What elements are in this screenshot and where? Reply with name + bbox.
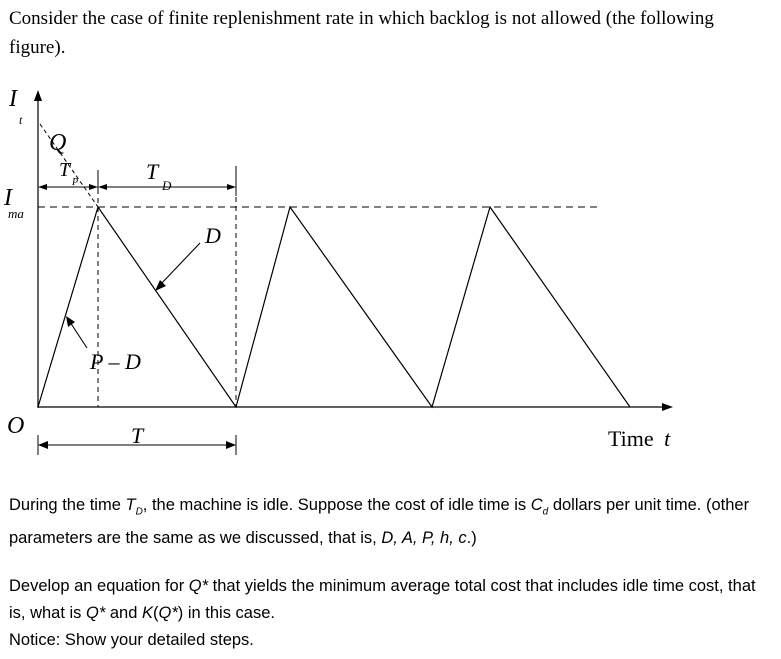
para1-text-4: .)	[466, 529, 477, 548]
td-arrow-left	[98, 184, 107, 190]
k-symbol: K	[142, 604, 154, 622]
pd-pointer-line	[70, 322, 87, 348]
label-origin: O	[7, 413, 25, 439]
label-td: T	[146, 159, 159, 184]
para2-text-5: ) in this case.	[177, 604, 275, 622]
label-tp: T	[59, 159, 71, 181]
label-d: D	[205, 223, 221, 248]
label-time	[608, 426, 671, 451]
label-t: T	[131, 423, 144, 448]
inventory-curve	[38, 207, 630, 407]
label-p-minus-d: P – D	[90, 349, 141, 374]
para1-text-2: , the machine is idle. Suppose the cost of idle time is	[142, 496, 531, 514]
label-td-sub: D	[162, 178, 172, 193]
tp-arrow-left	[38, 184, 47, 190]
x-axis-arrowhead	[662, 403, 673, 411]
y-axis-arrowhead	[34, 90, 42, 101]
para2-text-4: (	[153, 604, 159, 622]
cd-symbol-sub: d	[542, 506, 549, 518]
paragraph-idle-time	[9, 492, 771, 552]
pd-pointer-arrowhead	[66, 316, 75, 327]
cd-symbol: C	[530, 496, 543, 514]
label-q: Q	[49, 130, 67, 156]
d-pointer-arrowhead	[155, 280, 166, 291]
q-star-3: Q*	[158, 604, 178, 622]
para1-text-1: During the time	[9, 496, 126, 514]
q-star-1: Q*	[188, 577, 209, 595]
tp-arrow-right	[89, 184, 98, 190]
td-symbol-sub: D	[135, 506, 143, 518]
para2-text-1: Develop an equation for	[9, 577, 189, 595]
label-tp-sub: P	[72, 177, 79, 188]
d-pointer-line	[160, 243, 200, 285]
label-imax: I	[4, 185, 12, 211]
y-axis-label: I	[9, 86, 17, 112]
para2-text-2: that yields the minimum average total cost that includes idle time cost, that is, what is	[9, 577, 756, 622]
paragraph-question	[9, 573, 771, 654]
t-arrow-left	[38, 441, 48, 449]
td-arrow-right	[227, 184, 236, 190]
td-symbol: T	[125, 496, 136, 514]
para2-text-3: and	[105, 604, 142, 622]
parameters-list: D, A, P, h, c	[381, 529, 467, 548]
t-arrow-right	[226, 441, 236, 449]
question-text	[9, 573, 771, 627]
q-star-2: Q*	[86, 604, 106, 622]
intro-text: Consider the case of finite replenishment rate in which backlog is not allowed (the following figure).	[9, 8, 714, 58]
label-time-text: Time	[608, 426, 654, 451]
notice-text: Notice: Show your detailed steps.	[9, 631, 254, 649]
label-imax-sub: ma	[8, 206, 24, 221]
label-time-var: t	[664, 426, 671, 451]
y-axis-label-sub: t	[19, 113, 23, 127]
para1-text-3: dollars per unit time. (other parameters are the same as we discussed, that is,	[9, 496, 750, 548]
